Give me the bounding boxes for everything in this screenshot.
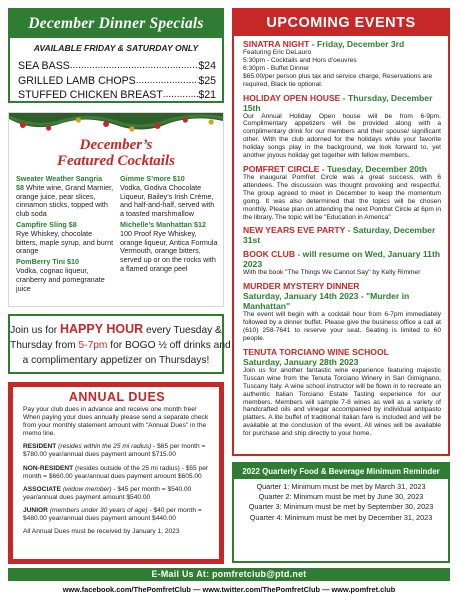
dues-rate: [23, 486, 211, 502]
cocktail-ingredients: White wine, Grand Marnier, orange juice, pear slices, cinnamon sticks, topped with club soda: [16, 182, 114, 219]
quarter-deadline: Quarter 2: Minimum must be met by June 30, 2023: [258, 492, 424, 502]
event-title: SINATRA NIGHT: [243, 39, 310, 49]
event-heading: [243, 249, 441, 269]
quarterly-minimum-title: 2022 Quarterly Food & Beverage Minimum Reminder: [234, 464, 448, 479]
dinner-specials-title: December Dinner Specials: [28, 15, 204, 32]
dues-category-note: (resides within the 25 mi radius): [56, 443, 152, 451]
social-links[interactable]: www.facebook.com/ThePomfretClub — www.twitter.com/ThePomfretClub — www.pomfret.club: [62, 585, 396, 594]
quarter-deadline: Quarter 4: Minimum must be met by December 31, 2023: [249, 512, 433, 522]
menu-item-name: STUFFED CHICKEN BREAST: [18, 89, 163, 101]
event-title: TENUTA TORCIANO WINE SCHOOL: [243, 346, 389, 357]
event-title: BOOK CLUB: [243, 249, 296, 260]
dues-rate: [23, 465, 211, 481]
event-description: The inaugural Pomfret Circle was a great success, with 6 attendees. The discussion was thought provoking and respectful. The group agreed to meet in December to keep the momentum going. It was also determined that the topics will be chosen monthly. Please plan on attending the next Pomfret Circle at 6pm in the library. The topic will be "Education in America": [243, 173, 441, 221]
quarterly-minimum-list: [234, 479, 448, 523]
dinner-specials-box: [8, 8, 224, 103]
annual-dues-box: [8, 382, 224, 564]
event-item: [243, 93, 441, 160]
event-description: The event will begin with a cocktail hour from 6-7pm immediately followed by a dinner buffet. Please give the business office a call at (610) 258-7641 to reserve your seat. Seating is limited to 60 people.: [243, 311, 441, 343]
event-date: - will resume on Wed, January 11th 2023: [243, 249, 441, 270]
cocktail-name: Sweater Weather Sangria: [16, 174, 103, 183]
happy-hour-time: 5-7pm: [78, 340, 108, 351]
event-date: Saturday, January 28th 2023: [243, 356, 359, 367]
menu-item: [10, 74, 222, 89]
events-list: [234, 36, 448, 438]
event-date: - Saturday, December 31st: [243, 225, 436, 246]
dues-amount: - $65 per month = $780.00 year/annual dues payment amount $715.00: [23, 443, 206, 459]
menu-item: [10, 59, 222, 74]
menu-item-leader: [163, 88, 199, 103]
event-title: HOLIDAY OPEN HOUSE: [243, 92, 341, 103]
cocktail-description: Rye Whiskey, chocolate bitters, maple syrup, and burnt orange: [16, 228, 114, 256]
dues-rate: [23, 443, 211, 459]
featured-cocktails-box: [8, 112, 224, 307]
event-item: [243, 164, 441, 221]
cocktail-description: 100 Proof Rye Whiskey, orange liqueur, Antica Formula Vermouth, orange bitters, served up or on the rocks with a flamed orange peel: [120, 228, 218, 273]
event-description: Featuring Eric DeLauro 5:30pm - Cocktails and Hors d’oeuvres 6:30pm - Buffet Dinner $65.00/per person plus tax and service charge, Reservations are required, Black tie optional.: [243, 49, 433, 88]
dues-rate: [23, 507, 211, 523]
menu-item-price: $24: [198, 60, 216, 72]
dues-category: NON-RESIDENT: [23, 464, 74, 472]
quarterly-minimum-box: [232, 462, 450, 563]
dues-category-note: (resides outside of the 25 mi radius): [73, 464, 180, 472]
dues-amount: - $55 per month = $660.00 year/annual dues payment amount $605.00: [23, 464, 209, 480]
happy-hour-line-1: [10, 322, 222, 338]
quarter-deadline: Quarter 3: Minimum must be met by September 30, 2023: [248, 502, 434, 512]
event-date: Saturday, January 14th 2023 - "Murder in Manhattan": [243, 291, 410, 312]
cocktail-name: PomBerry Tini $10: [16, 257, 79, 267]
menu-item-name: GRILLED LAMB CHOPS: [18, 74, 136, 87]
cocktail-description: [16, 184, 114, 219]
upcoming-events-box: [232, 8, 450, 456]
event-item: [243, 249, 441, 277]
dues-amount: - $40 per month = $480.00 year/annual dues payment amount $440.00: [23, 506, 202, 523]
menu-item-name: SEA BASS: [18, 60, 70, 72]
event-description: Our Annual Holiday Open house will be from 6-9pm. Complimentary appetizers will be provided along with a complimentary drink for our members and their spouse/ significant other. With the club adorned for the holidays while your favorite holiday songs play in the background, we look forward to, yet another joyous holiday get together with fellow members.: [243, 112, 441, 160]
cocktail-name: Michelle’s Manhattan $12: [120, 219, 207, 229]
event-heading: [243, 164, 441, 174]
cocktail-name: Gimme S’more $10: [120, 174, 185, 183]
happy-hour-text: every Tuesday &: [143, 325, 222, 336]
event-date: - Friday, December 3rd: [309, 39, 405, 49]
dues-category-note: (members under 30 years of age): [47, 506, 148, 514]
event-item: [243, 225, 441, 245]
happy-hour-text: for BOGO ½ off drinks and: [107, 340, 231, 351]
cocktail-column-left: [16, 173, 114, 293]
event-date: - Thursday, December 15th: [243, 92, 433, 113]
event-description: With the book "The Things We Cannot Say" by Kelly Rimmer: [243, 269, 421, 277]
event-description: Join us for another fantastic wine experience featuring majestic Tuscan wine from the Tenuta Torciano Winery in San Gimignano, Tuscany Italy. A wine school instructor will be flown in to recreate an authentic Italian Torciano Estate Tasting experience for our members. Members will sample 7-8 wines as well as a variety of handcrafted oils and vinegar accompanied by individual antipasto platters. A lite buffet of traditional Italian fare is included and will be available at the conclusion of the event. All wines will be available for purchase and ship directly to your home.: [243, 366, 441, 438]
dues-category-note: (widow member): [60, 485, 112, 493]
event-heading: [243, 225, 441, 245]
menu-item-price: $21: [198, 89, 216, 101]
event-item: [243, 39, 441, 89]
event-title: POMFRET CIRCLE: [243, 163, 320, 174]
cocktails-title-line-1: December’s: [79, 137, 153, 153]
event-date: - Tuesday, December 20th: [319, 163, 428, 174]
happy-hour-text: Join us for: [10, 325, 60, 336]
menu-item-leader: [70, 59, 198, 74]
upcoming-events-header: UPCOMING EVENTS: [234, 10, 448, 36]
email-contact-bar[interactable]: E-Mail Us At: pomfretclub@ptd.net: [8, 568, 450, 581]
happy-hour-line-3: a complimentary appetizer on Thursdays!: [22, 355, 210, 366]
event-title: NEW YEARS EVE PARTY: [243, 225, 346, 236]
cocktail-price: $8: [16, 182, 24, 192]
cocktails-title-line-2: Featured Cocktails: [57, 153, 175, 169]
event-title: MURDER MYSTERY DINNER: [243, 281, 360, 292]
menu-item: [10, 88, 222, 103]
cocktail-description: Vodka, Godiva Chocolate Liqueur, Bailey’s Irish Crème, and half-and-half, served with a toasted marshmallow: [120, 182, 215, 219]
dinner-availability: AVAILABLE FRIDAY & SATURDAY ONLY: [33, 43, 199, 53]
cocktail-description: Vodka, cognac liqueur, cranberry and pomegranate juice: [16, 265, 105, 293]
dues-category: JUNIOR: [23, 506, 48, 514]
event-item: [243, 347, 441, 438]
dues-amount: - $45 per month = $540.00 year/annual dues payment amount $540.00: [23, 485, 192, 501]
dues-category: RESIDENT: [23, 443, 57, 451]
dinner-specials-header: [10, 10, 222, 38]
annual-dues-intro: Pay your club dues in advance and receive one month free! When paying your dues annually please send a separate check from your monthly statement amount with "Annual Dues" in the memo line.: [23, 406, 209, 438]
happy-hour-text: Thursday from: [10, 340, 79, 351]
cocktails-title: [9, 137, 223, 169]
event-item: [243, 281, 441, 343]
quarter-deadline: Quarter 1: Minimum must be met by March 31, 2023: [256, 482, 426, 491]
annual-dues-title: ANNUAL DUES: [68, 390, 166, 404]
cocktail-name: Campfire Sling $8: [16, 219, 77, 229]
annual-dues-deadline: All Annual Dues must be received by January 1, 2023: [23, 528, 180, 536]
dues-category: ASSOCIATE: [23, 485, 61, 493]
event-heading: [243, 39, 441, 49]
event-heading: [243, 93, 441, 113]
cocktail-column-right: [120, 173, 218, 293]
happy-hour-line-2: [10, 338, 231, 353]
happy-hour-heading: HAPPY HOUR: [60, 322, 144, 336]
menu-item-price: $25: [198, 74, 216, 87]
menu-item-leader: [136, 74, 199, 89]
cocktail-list: [16, 173, 218, 293]
happy-hour-box: [8, 314, 231, 374]
